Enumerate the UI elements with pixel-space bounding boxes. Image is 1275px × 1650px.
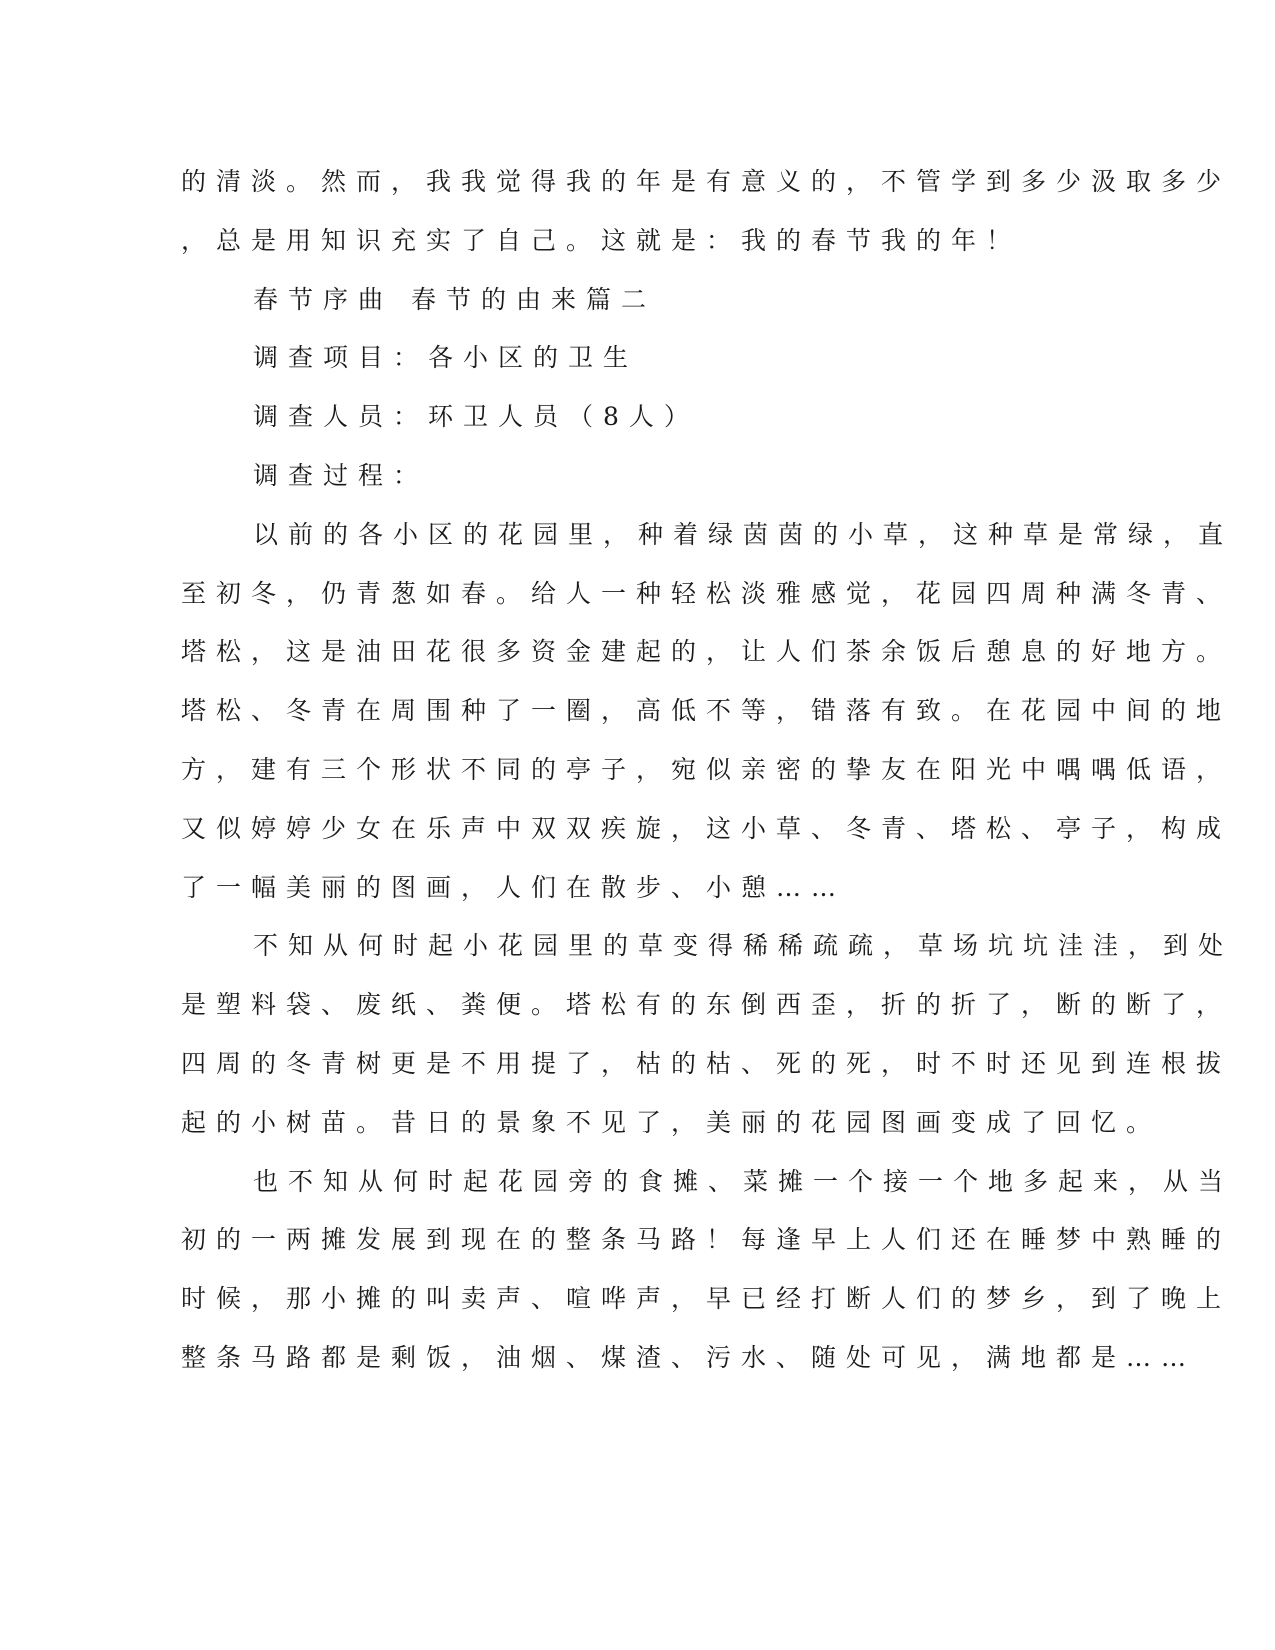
text-line: 的清淡。然而，我我觉得我的年是有意义的，不管学到多少汲取多少 (181, 167, 1232, 196)
text-line: 春节序曲 春节的由来篇二 (253, 284, 656, 314)
text-line: 方，建有三个形状不同的亭子，宛似亲密的挚友在阳光中喁喁低语， (181, 754, 1232, 784)
text-line: 调查过程： (253, 460, 429, 490)
text-line: 也不知从何时起花园旁的食摊、菜摊一个接一个地多起来，从当 (253, 1166, 1234, 1196)
text-line: 至初冬，仍青葱如春。给人一种轻松淡雅感觉，花园四周种满冬青、 (181, 578, 1232, 608)
text-line: 塔松、冬青在周围种了一圈，高低不等，错落有致。在花园中间的地 (181, 696, 1232, 726)
text-line: 调查人员：环卫人员（8人） (253, 402, 699, 432)
text-line: 调查项目：各小区的卫生 (253, 343, 639, 373)
text-line: 塔松，这是油田花很多资金建起的，让人们茶余饭后憩息的好地方。 (181, 637, 1232, 667)
text-line: 初的一两摊发展到现在的整条马路！每逢早上人们还在睡梦中熟睡的 (181, 1225, 1232, 1255)
text-line: 不知从何时起小花园里的草变得稀稀疏疏，草场坑坑洼洼，到处 (253, 931, 1234, 961)
text-line: 以前的各小区的花园里，种着绿茵茵的小草，这种草是常绿，直 (253, 519, 1234, 549)
text-line: 是塑料袋、废纸、粪便。塔松有的东倒西歪，折的折了，断的断了， (181, 990, 1232, 1020)
text-line: 时候，那小摊的叫卖声、喧哗声，早已经打断人们的梦乡，到了晚上 (181, 1284, 1232, 1314)
document-body (181, 163, 1234, 1398)
text-line: 整条马路都是剩饭，油烟、煤渣、污水、随处可见，满地都是…… (181, 1342, 1197, 1372)
text-line: 起的小树苗。昔日的景象不见了，美丽的花园图画变成了回忆。 (181, 1107, 1162, 1137)
text-line: ，总是用知识充实了自己。这就是：我的春节我的年！ (181, 225, 1022, 255)
text-line: 了一幅美丽的图画，人们在散步、小憩…… (181, 872, 847, 902)
text-line: 四周的冬青树更是不用提了，枯的枯、死的死，时不时还见到连根拔 (181, 1048, 1232, 1078)
text-line: 又似婷婷少女在乐声中双双疾旋，这小草、冬青、塔松、亭子，构成 (181, 813, 1232, 843)
